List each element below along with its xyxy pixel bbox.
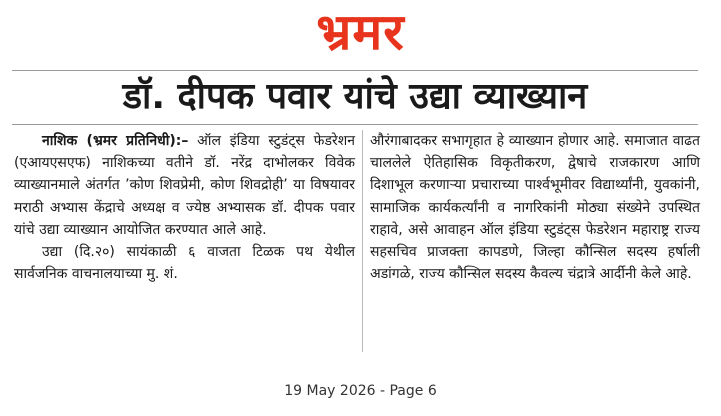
article-paragraph-2: उद्या (दि.२०) सायंकाळी ६ वाजता टिळक पथ येथील सार्वजनिक वाचनालयाच्या मु. शं.: [14, 244, 355, 283]
headline-top-rule: [12, 70, 698, 71]
article-dateline: नाशिक (भ्रमर प्रतिनिधी):–: [42, 133, 189, 149]
headline-bottom-rule: [12, 124, 698, 125]
article-column-left: [14, 130, 355, 285]
article-paragraph-1: [14, 130, 355, 241]
column-divider: [362, 130, 363, 352]
article-column-right: [370, 130, 700, 285]
article-headline: डॉ. दीपक पवार यांचे उद्या व्याख्यान: [122, 76, 588, 117]
masthead: [0, 0, 721, 68]
article-paragraph-3: औरंगाबादकर सभागृहात हे व्याख्यान होणार आहे. समाजात वाढत चाललेले ऐतिहासिक विकृतीकरण, द्वेषाचे राजकारण आणि दिशाभूल करणाऱ्या प्रचाराच्या पार्श्वभूमीवर विद्यार्थ्यांनी, युवकांनी, सामाजिक कार्यकर्त्यांनी व नागरिकांनी मोठ्या संख्येने उपस्थित राहावे, असे आवाहन ऑल इंडिया स्टुडंट्स फेडरेशन महाराष्ट्र राज्य सहसचिव प्राजक्ता कापडणे, जिल्हा कौन्सिल सदस्य हर्षाली अडांगळे, राज्य कौन्सिल सदस्य कैवल्य चंद्रात्रे आर्दीनी केले आहे.: [370, 133, 700, 283]
article-paragraph-1-text: ऑल इंडिया स्टुडंट्स फेडरेशन (एआयएसएफ) नाशिकच्या वतीने डॉ. नरेंद्र दाभोलकर विवेक व्याख्यानमाले अंतर्गत ’कोण शिवप्रेमी, कोण शिवद्रोही’ या विषयावर मराठी अभ्यास केंद्राचे अध्यक्ष व ज्येष्ठ अभ्यासक डॉ. दीपक पवार यांचे उद्या व्याख्यान आयोजित करण्यात आले आहे.: [14, 133, 355, 238]
page-footer: 19 May 2026 - Page 6: [284, 383, 437, 399]
newspaper-logo: भ्रमर: [316, 3, 405, 61]
